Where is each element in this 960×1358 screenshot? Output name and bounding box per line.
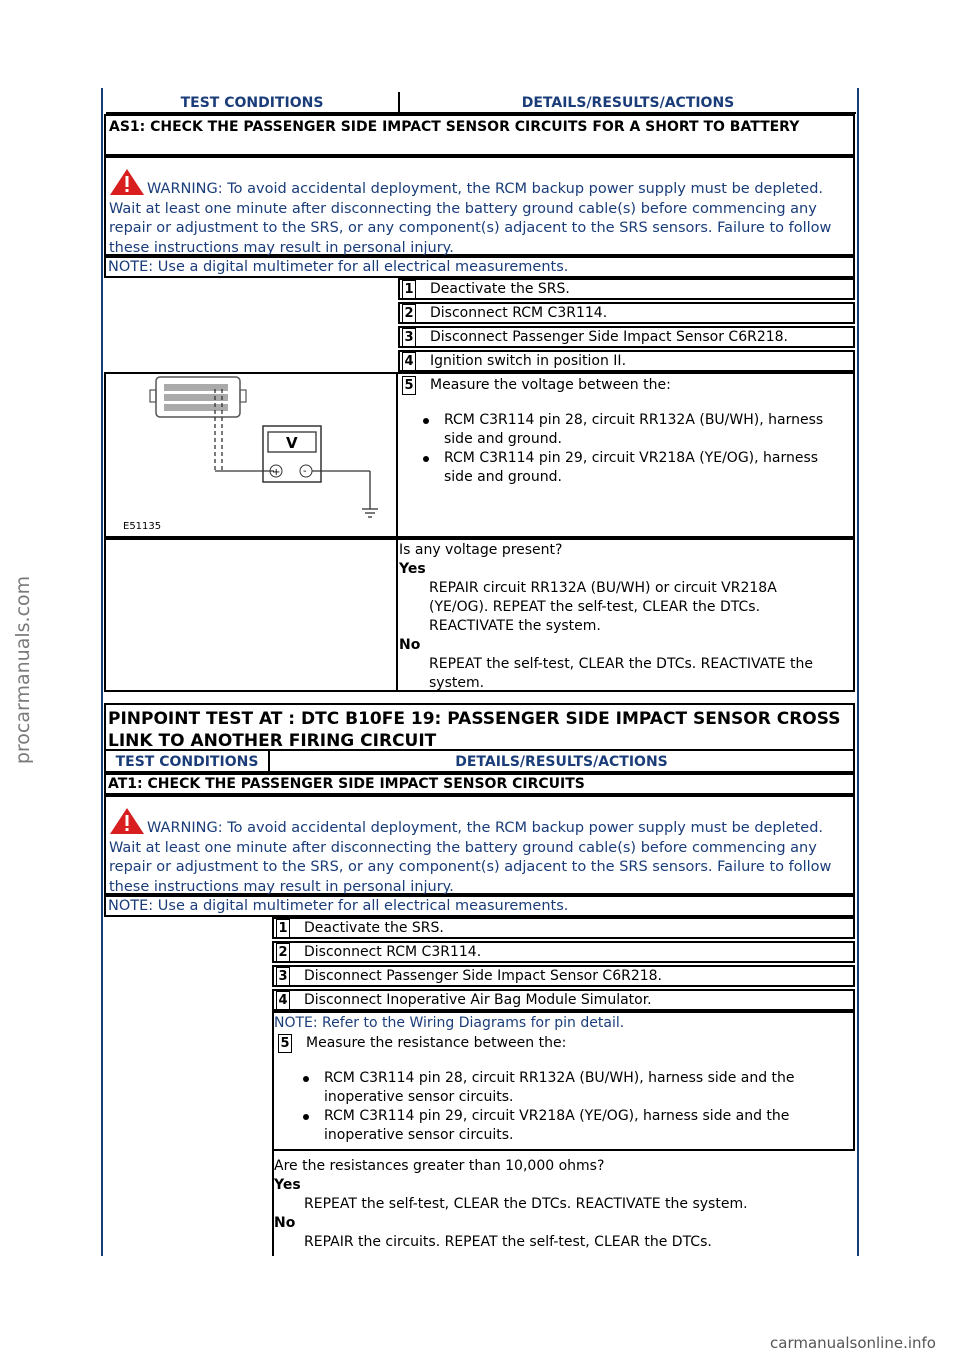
as-no-label: No bbox=[399, 637, 421, 653]
figure-code: E51135 bbox=[123, 521, 162, 532]
at1-title-row bbox=[104, 773, 855, 795]
side-watermark: procarmanuals.com bbox=[12, 575, 34, 765]
list-item: RCM C3R114 pin 28, circuit RR132A (BU/WH), harness side and ground. bbox=[418, 411, 850, 449]
list-item: RCM C3R114 pin 28, circuit RR132A (BU/WH), harness side and the inoperative sensor circuits. bbox=[298, 1069, 852, 1107]
at1-note-row bbox=[104, 895, 855, 917]
at-yes-label: Yes bbox=[274, 1177, 301, 1193]
header-test-conditions: TEST CONDITIONS bbox=[104, 751, 270, 773]
at-step-2: 2 Disconnect RCM C3R114. bbox=[272, 941, 855, 963]
table-header bbox=[104, 751, 855, 773]
at-result bbox=[274, 1157, 852, 1252]
at1-warning: WARNING: To avoid accidental deployment, the RCM backup power supply must be depleted. Wait at least one minute after disconnecting the battery ground cable(s) before commencing any repair or adjustment to the SRS, or any component(s) adjacent to the SRS sensors. Failure to follow these instructions may result in personal injury. bbox=[109, 807, 849, 897]
at-step-3: 3 Disconnect Passenger Side Impact Sensor C6R218. bbox=[272, 965, 855, 987]
as-no-text: REPEAT the self-test, CLEAR the DTCs. REACTIVATE the system. bbox=[429, 656, 814, 691]
as-step-4: 4 Ignition switch in position II. bbox=[398, 350, 855, 372]
meter-label: V bbox=[286, 434, 298, 452]
as-step-2: 2 Disconnect RCM C3R114. bbox=[398, 302, 855, 324]
as-step-3: 3 Disconnect Passenger Side Impact Sensor C6R218. bbox=[398, 326, 855, 348]
as-result bbox=[399, 541, 851, 693]
right-rule bbox=[857, 88, 859, 1256]
header-test-conditions: TEST CONDITIONS bbox=[106, 92, 400, 114]
as-step-1: 1 Deactivate the SRS. bbox=[398, 278, 855, 300]
at-step-1: 1 Deactivate the SRS. bbox=[272, 917, 855, 939]
at1-warning-row bbox=[104, 795, 855, 895]
footer-watermark: carmanualsonline.info bbox=[770, 1334, 936, 1352]
as-question: Is any voltage present? bbox=[399, 542, 563, 558]
as1-title-row bbox=[104, 114, 855, 156]
at1-title: AT1: CHECK THE PASSENGER SIDE IMPACT SENSOR CIRCUITS bbox=[108, 776, 585, 792]
as-step-5: 5 Measure the voltage between the: RCM C3R114 pin 28, circuit RR132A (BU/WH), harness side and ground. RCM C3R114 pin 29, circuit VR218A (YE/OG), harness side and ground. bbox=[402, 376, 850, 487]
at-question: Are the resistances greater than 10,000 ohms? bbox=[274, 1158, 605, 1174]
as-yes-label: Yes bbox=[399, 561, 426, 577]
at-step-5: 5 Measure the resistance between the: RCM C3R114 pin 28, circuit RR132A (BU/WH), harness side and the inoperative sensor circuits. RCM C3R114 pin 29, circuit VR218A (YE/OG), harness side and the inoperative sensor circuits. bbox=[278, 1034, 852, 1145]
svg-text:-: - bbox=[303, 466, 307, 477]
as1-note-row bbox=[104, 256, 855, 278]
warning-icon bbox=[109, 807, 145, 835]
voltmeter-diagram bbox=[120, 374, 382, 534]
at-step5-bullets bbox=[298, 1069, 852, 1145]
as1-warning-row bbox=[104, 156, 855, 256]
as1-warning: WARNING: To avoid accidental deployment, the RCM backup power supply must be depleted. Wait at least one minute after disconnecting the battery ground cable(s) before commencing any repair or adjustment to the SRS, or any component(s) adjacent to the SRS sensors. Failure to follow these instructions may result in personal injury. bbox=[109, 168, 849, 258]
pinpoint-title: PINPOINT TEST AT : DTC B10FE 19: PASSENGER SIDE IMPACT SENSOR CROSS LINK TO ANOTHER FIRING CIRCUIT bbox=[108, 709, 841, 751]
at-note2: NOTE: Refer to the Wiring Diagrams for pin detail. bbox=[274, 1015, 625, 1031]
header-details: DETAILS/RESULTS/ACTIONS bbox=[270, 751, 855, 773]
table-header bbox=[106, 92, 856, 114]
as1-title: AS1: CHECK THE PASSENGER SIDE IMPACT SENSOR CIRCUITS FOR A SHORT TO BATTERY bbox=[109, 119, 800, 135]
header-details: DETAILS/RESULTS/ACTIONS bbox=[400, 92, 856, 114]
list-item: RCM C3R114 pin 29, circuit VR218A (YE/OG), harness side and ground. bbox=[418, 449, 850, 487]
pinpoint-title-row bbox=[104, 703, 855, 751]
as-yes-text: REPAIR circuit RR132A (BU/WH) or circuit VR218A (YE/OG). REPEAT the self-test, CLEAR the DTCs. REACTIVATE the system. bbox=[429, 580, 777, 634]
left-rule bbox=[101, 88, 103, 1256]
as-step5-bullets bbox=[418, 411, 850, 487]
at-no-label: No bbox=[274, 1215, 296, 1231]
list-item: RCM C3R114 pin 29, circuit VR218A (YE/OG), harness side and the inoperative sensor circuits. bbox=[298, 1107, 852, 1145]
warning-icon bbox=[109, 168, 145, 196]
at-yes-text: REPEAT the self-test, CLEAR the DTCs. REACTIVATE the system. bbox=[304, 1196, 748, 1212]
as1-note: NOTE: Use a digital multimeter for all electrical measurements. bbox=[108, 259, 569, 275]
at1-note: NOTE: Use a digital multimeter for all electrical measurements. bbox=[108, 898, 569, 914]
at-no-text: REPAIR the circuits. REPEAT the self-test, CLEAR the DTCs. bbox=[304, 1234, 712, 1250]
svg-text:+: + bbox=[272, 467, 281, 478]
at-step-4: 4 Disconnect Inoperative Air Bag Module Simulator. bbox=[272, 989, 855, 1011]
